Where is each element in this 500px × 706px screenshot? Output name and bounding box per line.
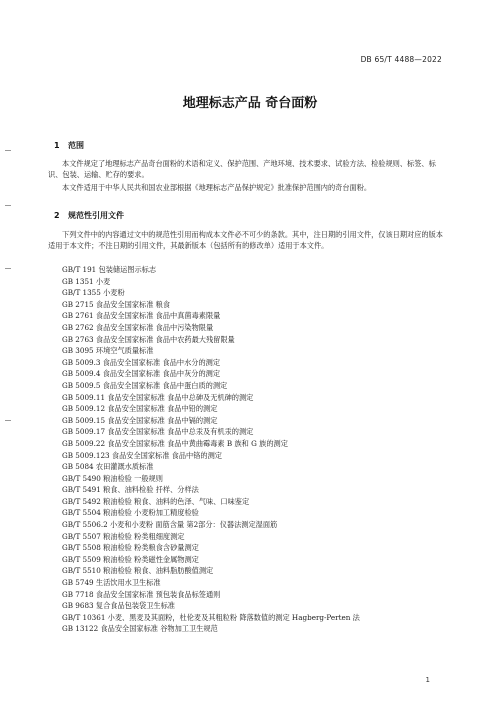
reference-item: GB 5009.4 食品安全国家标准 食品中灰分的测定 bbox=[62, 369, 221, 379]
reference-item: GB 2762 食品安全国家标准 食品中污染物限量 bbox=[62, 322, 214, 332]
reference-item: GB/T 5507 粮油检验 粉类粗细度测定 bbox=[62, 531, 185, 541]
reference-item: GB/T 5491 粮食、油料检验 扦样、分样法 bbox=[62, 485, 199, 495]
reference-item: GB 2715 食品安全国家标准 粮食 bbox=[62, 299, 171, 309]
scan-artifact bbox=[5, 150, 11, 151]
scan-artifact bbox=[5, 420, 11, 421]
references-intro-paragraph: 下列文件中的内容通过文中的规范性引用而构成本文件必不可少的条款。其中，注日期的引用文件，仅该日期对应的版本适用于本文件；不注日期的引用文件，其最新版本（包括所有的修改单）适用于本文件。 bbox=[48, 230, 443, 250]
reference-item: GB/T 5492 粮油检验 粮食、油料的色泽、气味、口味鉴定 bbox=[62, 496, 250, 506]
reference-item: GB 5009.5 食品安全国家标准 食品中蛋白质的测定 bbox=[62, 380, 228, 390]
reference-item: GB/T 5509 粮油检验 粉类磁性金属物测定 bbox=[62, 554, 199, 564]
reference-item: GB 5009.3 食品安全国家标准 食品中水分的测定 bbox=[62, 357, 221, 367]
reference-item: GB 3095 环境空气质量标准 bbox=[62, 346, 154, 356]
reference-item: GB 9683 复合食品包装袋卫生标准 bbox=[62, 601, 175, 611]
document-title: 地理标志产品 奇台面粉 bbox=[182, 96, 318, 111]
reference-item: GB/T 5490 粮油检验 一般规则 bbox=[62, 473, 163, 483]
reference-item: GB 1351 小麦 bbox=[62, 276, 111, 286]
section-number: 2 bbox=[54, 211, 60, 220]
reference-item: GB 5009.123 食品安全国家标准 食品中铬的测定 bbox=[62, 450, 222, 460]
reference-item: GB/T 5504 粮油检验 小麦粉加工精度检验 bbox=[62, 508, 199, 518]
page-number: 1 bbox=[425, 676, 430, 684]
reference-item: GB 13122 食品安全国家标准 谷物加工卫生规范 bbox=[62, 624, 218, 634]
reference-list bbox=[62, 264, 360, 635]
scope-paragraph: 本文件规定了地理标志产品奇台面粉的术语和定义、保护范围、产地环境、技术要求、试验方法、检验规则、标签、标识、包装、运输、贮存的要求。 bbox=[48, 159, 436, 179]
scan-artifact bbox=[5, 268, 11, 269]
reference-item: GB 5009.15 食品安全国家标准 食品中镉的测定 bbox=[62, 415, 218, 425]
section-heading-scope bbox=[54, 140, 84, 151]
reference-item: GB 7718 食品安全国家标准 预包装食品标签通则 bbox=[62, 589, 221, 599]
reference-item: GB 5084 农田灌溉水质标准 bbox=[62, 462, 154, 472]
section-title: 范围 bbox=[68, 141, 84, 150]
scan-artifact bbox=[5, 205, 11, 206]
reference-item: GB 5009.22 食品安全国家标准 食品中黄曲霉毒素 B 族和 G 族的测定 bbox=[62, 438, 288, 448]
document-code: DB 65/T 4488—2022 bbox=[360, 55, 442, 64]
reference-item: GB/T 191 包装储运图示标志 bbox=[62, 265, 157, 274]
section-number: 1 bbox=[54, 141, 60, 150]
section-title: 规范性引用文件 bbox=[68, 211, 124, 220]
reference-item: GB/T 10361 小麦、黑麦及其面粉，杜伦麦及其粗粒粉 降落数值的测定 Hagberg-Perten 法 bbox=[62, 612, 360, 622]
reference-item: GB 5009.11 食品安全国家标准 食品中总砷及无机砷的测定 bbox=[62, 392, 254, 402]
reference-item: GB 5009.17 食品安全国家标准 食品中总汞及有机汞的测定 bbox=[62, 427, 254, 437]
reference-item: GB/T 1355 小麦粉 bbox=[62, 288, 125, 298]
reference-item: GB/T 5508 粮油检验 粉类粮食含砂量测定 bbox=[62, 543, 199, 553]
section-heading-normative-references bbox=[54, 210, 124, 221]
reference-item: GB 5009.12 食品安全国家标准 食品中铅的测定 bbox=[62, 404, 218, 414]
reference-item: GB 2763 食品安全国家标准 食品中农药最大残留限量 bbox=[62, 334, 235, 344]
scope-applicability-paragraph: 本文件适用于中华人民共和国农业部根据《地理标志产品保护规定》批准保护范围内的奇台面粉。 bbox=[62, 183, 372, 192]
reference-item: GB/T 5510 粮油检验 粮食、油料脂肪酸值测定 bbox=[62, 566, 214, 576]
reference-item: GB 5749 生活饮用水卫生标准 bbox=[62, 578, 161, 588]
reference-item: GB 2761 食品安全国家标准 食品中真菌毒素限量 bbox=[62, 311, 221, 321]
reference-item: GB/T 5506.2 小麦和小麦粉 面筋含量 第2部分：仪器法测定湿面筋 bbox=[62, 520, 278, 530]
